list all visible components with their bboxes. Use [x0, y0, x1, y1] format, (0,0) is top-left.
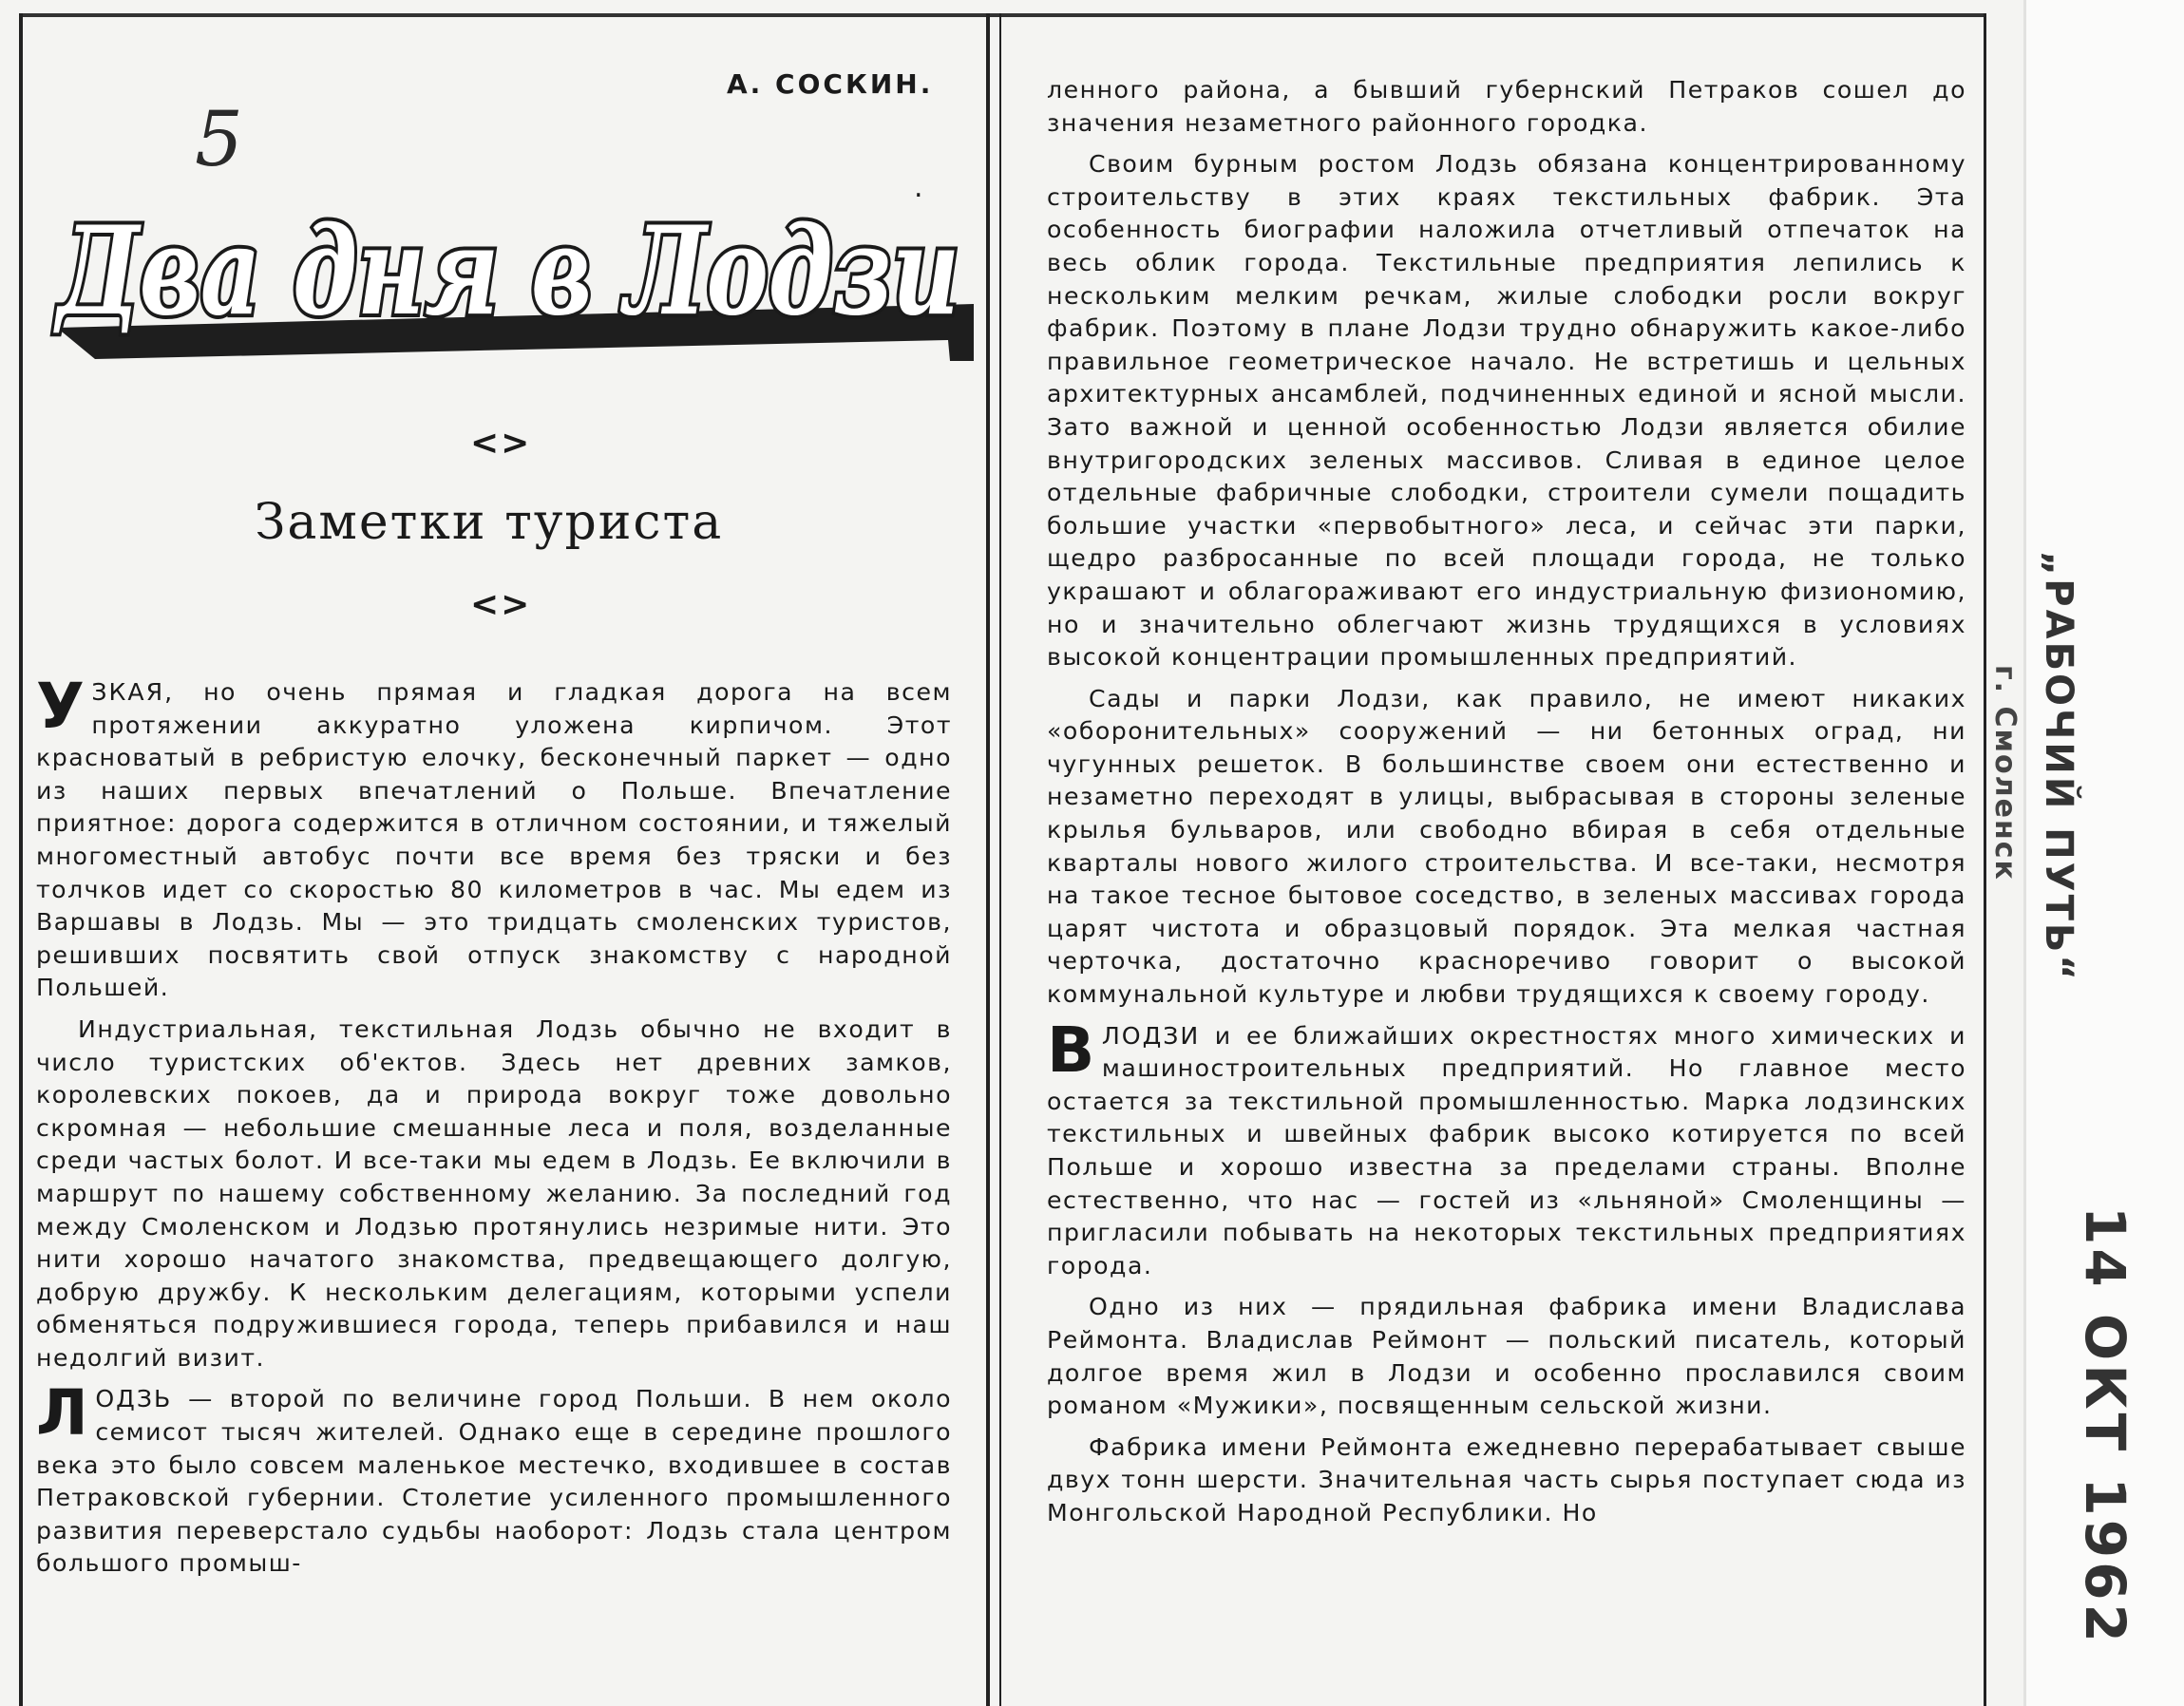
paragraph-5: Сады и парки Лодзи, как правило, не имеют никаких «оборонительных» сооружений — ни бетонных оград, ни чугунных решеток. В большинстве своем они естественно и незаметно переходят в улицы, выбрасывая в стороны зеленые крылья бульваров, или свободно вбирая в себя отдельные кварталы нового жилого строительства. И все-таки, несмотря на такое тесное бытовое соседство, в зеленых массивах города царят чистота и образцовый порядок. Эта мелкая частная черточка, достаточно красноречиво говорит о высокой коммунальной культуре и любви трудящихся к своему городу. [1047, 684, 1966, 1009]
paragraph-7: Одно из них — прядильная фабрика имени Владислава Реймонта. Владислав Реймонт — польский писатель, который долгое время жил в Лодзи и особенно прославился своим романом «Мужики», посвященным сельской жизни. [1047, 1293, 1966, 1420]
article-column-2 [1047, 74, 1966, 1539]
drop-cap: В [1047, 1013, 1096, 1087]
ornament-bottom: <> [470, 585, 532, 624]
lead-caps: ОДЗЬ [95, 1385, 173, 1413]
stamp-city: г. Смоленск [1988, 665, 2022, 881]
left-border-rule [19, 13, 23, 1706]
paragraph-8: Фабрика имени Реймонта ежедневно перерабатывает свыше двух тонн шерсти. Значительная часть сырья поступает сюда из Монгольской Народной Республики. Но [1047, 1432, 1966, 1526]
paragraph-3 [36, 1376, 952, 1581]
column-divider-rule-inner [999, 13, 1001, 1706]
top-rule [19, 13, 1985, 17]
right-border-rule [1984, 13, 1986, 1706]
headline-lettering [38, 171, 978, 370]
newspaper-stamp: „РАБОЧИЙ ПУТЬ“ [2037, 551, 2080, 983]
paragraph-1 [36, 670, 952, 1005]
paragraph-4: Своим бурным ростом Лодзь обязана концентрированному строительству в этих краях текстильных фабрик. Эта особенность биографии наложила отчетливый отпечаток на весь облик города. Текстильные предприятия лепились к нескольким мелким речкам, жилые слободки росли вокруг фабрик. Поэтому в плане Лодзи трудно обнаружить какое-либо правильное геометрическое начало. Не встретишь и цельных архитектурных ансамблей, подчиненных единой и ясной мысли. Зато важной и ценной особенностью Лодзи является обилие внутригородских зеленых массивов. Сливая в единое целое отдельные фабричные слободки, строители сумели пощадить большие участки «первобытного» леса, и сейчас эти парки, щедро разбросанные по всей площади города, не только украшают и облагораживают его индустриальную физиономию, но и значительно облегчают жизнь трудящихся в условиях высокой концентрации промышленных предприятий. [1047, 150, 1966, 672]
paragraph-text: и ее ближайших окрестностях много химических и машиностроительных предприятий. Но главное место остается за текстильной промышленностью. Марка лодзинских текстильных и швейных фабрик высоко котируется по всей Польше и хорошо известна за пределами страны. Вполне естественно, что нас — гостей из «льняной» Смоленщины — пригласили побывать на некоторых текстильных предприятиях города. [1047, 1021, 1966, 1280]
drop-cap: Л [36, 1376, 90, 1450]
article-column-1 [36, 670, 952, 1589]
article-headline [38, 171, 978, 370]
column-divider-rule [986, 13, 990, 1706]
paragraph-text: — второй по величине город Польши. В нем около семисот тысяч жителей. Однако еще в середине прошлого века это было совсем маленькое местечко, входившее в состав Петраковской губернии. Столетие усиленного промышленного развития переверстало судьбы наоборот: Лодзь стала центром большого промыш- [36, 1385, 952, 1578]
paragraph-2: Индустриальная, текстильная Лодзь обычно не входит в число туристских об'ектов. Здесь нет древних замков, королевских покоев, да и природа вокруг тоже довольно скромная — небольшие смешанные леса и поля, возделанные среди частых болот. И все-таки мы едем в Лодзь. Ее включили в маршрут по нашему собственному желанию. За последний год между Смоленском и Лодзью протянулись незримые нити. Это нити хорошо начатого знакомства, предвещающего долгую, добрую дружбу. К нескольким делегациям, которыми успели обменяться подружившиеся города, теперь прибавился и наш недолгий визит. [36, 1014, 952, 1372]
lead-caps: ЛОДЗИ [1101, 1021, 1201, 1050]
date-stamp: 14 ОКТ 1962 [2073, 1206, 2137, 1646]
ornament-top: <> [470, 424, 532, 463]
author-byline: А. СОСКИН. [727, 68, 934, 100]
paragraph-6 [1047, 1013, 1966, 1283]
article-subtitle: Заметки туриста [255, 494, 724, 551]
drop-cap: У [36, 670, 86, 743]
headline-text: Два дня в Лодзи [53, 200, 959, 343]
paragraph-text: , но очень прямая и гладкая дорога на всем протяжении аккуратно уложена кирпичом. Этот красноватый в ребристую елочку, бесконечный паркет — одно из наших первых впечатлений о Польше. Впечатление приятное: дорога содержится в отличном состоянии, и тяжелый многоместный автобус почти все время без тряски и без толчков идет со скоростью 80 километров в час. Мы едем из Варшавы в Лодзь. Мы — это тридцать смоленских туристов, решивших посвятить свой отпуск знакомству с народной Польшей. [36, 678, 952, 1002]
paragraph-continued: ленного района, а бывший губернский Петраков сошел до значения незаметного районного городка. [1047, 76, 1966, 137]
lead-caps: ЗКАЯ [91, 678, 165, 706]
print-mark: . [914, 171, 923, 204]
pencil-page-number: 5 [195, 95, 243, 183]
